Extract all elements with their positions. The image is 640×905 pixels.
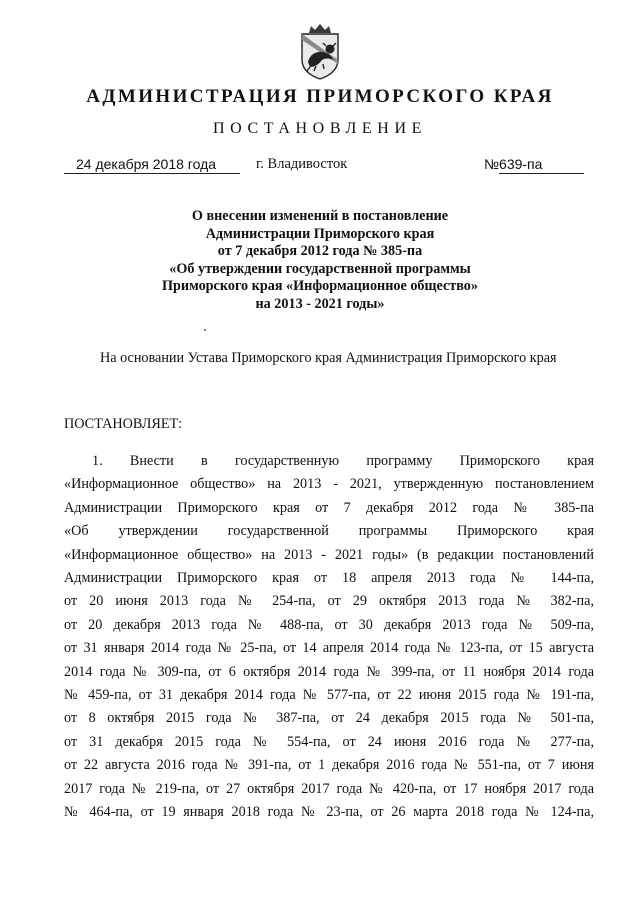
organization-title: АДМИНИСТРАЦИЯ ПРИМОРСКОГО КРАЯ xyxy=(86,86,554,107)
subject-line: от 7 декабря 2012 года № 385-па xyxy=(217,243,423,260)
item-paragraph xyxy=(64,450,594,825)
paragraph-line: Администрации Приморского края от 18 апреля 2013 года № 144-па, xyxy=(64,570,594,587)
number-value: 639-па xyxy=(499,156,584,174)
paragraph-line: «Информационное общество» на 2013 - 2021 годы» (в редакции постановлений xyxy=(64,546,594,563)
paragraph-line: № 459-па, от 31 декабря 2014 года № 577-па, от 22 июня 2015 года № 191-па, xyxy=(64,687,594,704)
paragraph-line: от 31 декабря 2015 года № 554-па, от 24 июня 2016 года № 277-па, xyxy=(64,733,594,750)
subject-line: «Об утверждении государственной программы xyxy=(169,260,471,277)
scan-dot xyxy=(204,329,206,331)
paragraph-line: от 31 января 2014 года № 25-па, от 14 апреля 2014 года № 123-па, от 15 августа xyxy=(64,640,594,657)
paragraph-line: от 22 августа 2016 года № 391-па, от 1 декабря 2016 года № 551-па, от 7 июня xyxy=(64,757,594,774)
document-subject xyxy=(0,208,640,314)
subject-line: О внесении изменений в постановление xyxy=(191,208,449,224)
paragraph-line: «Информационное общество» на 2013 - 2021, утвержденную постановлением xyxy=(64,476,594,493)
paragraph-line: 1. Внести в государственную программу Приморского края xyxy=(92,453,594,469)
document-type: ПОСТАНОВЛЕНИЕ xyxy=(213,120,427,137)
subject-line: Администрации Приморского края xyxy=(205,225,435,242)
document-date: 24 декабря 2018 года xyxy=(64,156,240,174)
paragraph-line: от 20 июня 2013 года № 254-па, от 29 октября 2013 года № 382-па, xyxy=(64,593,594,610)
number-prefix: № xyxy=(484,156,500,172)
paragraph-line: «Об утверждении государственной программы Приморского края xyxy=(64,523,594,540)
document-number xyxy=(484,156,584,172)
basis-paragraph: На основании Устава Приморского края Администрация Приморского края xyxy=(100,350,557,366)
resolve-heading: ПОСТАНОВЛЯЕТ: xyxy=(64,416,183,432)
paragraph-line: № 464-па, от 19 января 2018 года № 23-па, от 26 марта 2018 года № 124-па, xyxy=(64,804,594,821)
subject-line: на 2013 - 2021 годы» xyxy=(255,295,385,312)
paragraph-line: от 20 декабря 2013 года № 488-па, от 30 декабря 2013 года № 509-па, xyxy=(64,616,594,633)
paragraph-line: от 8 октября 2015 года № 387-па, от 24 декабря 2015 года № 501-па, xyxy=(64,710,594,727)
paragraph-line: Администрации Приморского края от 7 декабря 2012 года № 385-па xyxy=(64,499,594,516)
document-city: г. Владивосток xyxy=(256,156,348,172)
paragraph-line: 2014 года № 309-па, от 6 октября 2014 года № 399-па, от 11 ноября 2014 года xyxy=(64,663,594,680)
coat-of-arms-icon xyxy=(296,22,344,80)
paragraph-line: 2017 года № 219-па, от 27 октября 2017 года № 420-па, от 17 ноября 2017 года xyxy=(64,780,594,797)
subject-line: Приморского края «Информационное общество» xyxy=(162,278,478,295)
